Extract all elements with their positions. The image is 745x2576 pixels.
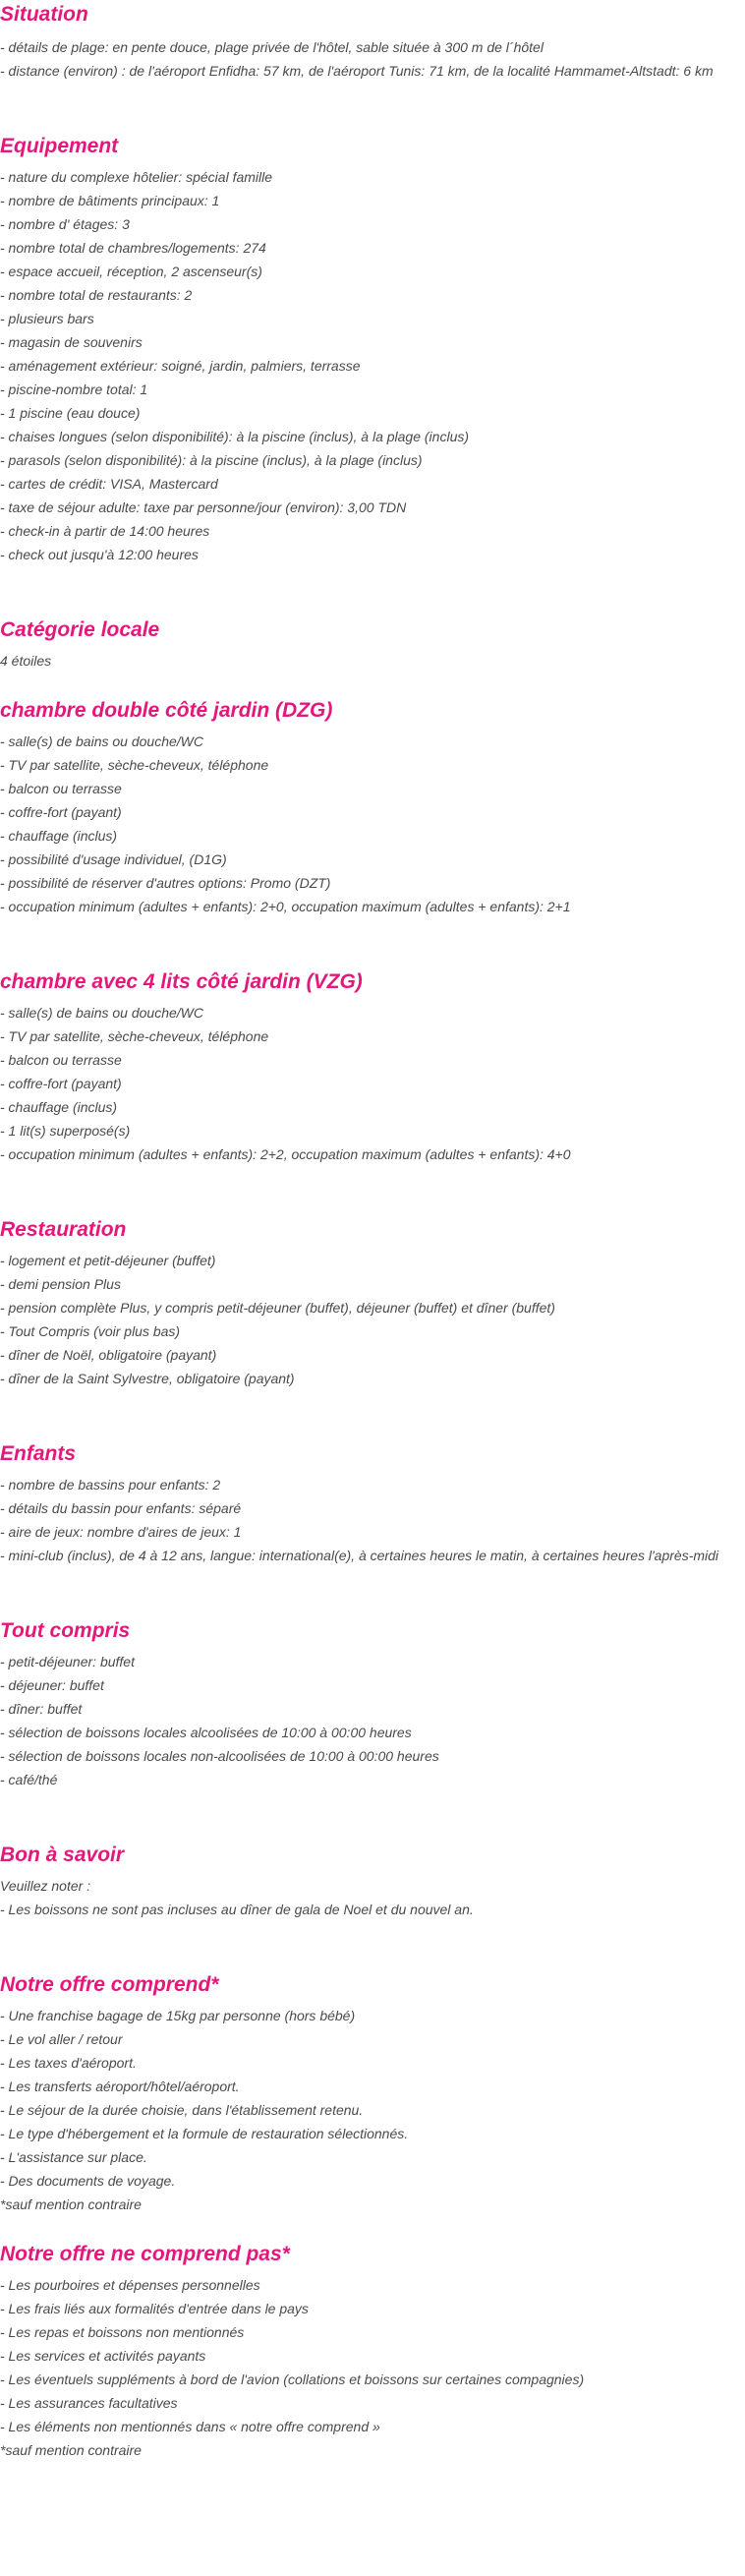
list-item: - Le séjour de la durée choisie, dans l'établissement retenu.: [0, 2102, 364, 2118]
list-item: - parasols (selon disponibilité): à la piscine (inclus), à la plage (inclus): [0, 452, 423, 468]
section-title: Catégorie locale: [0, 618, 160, 641]
section-bon-a-savoir: [0, 1841, 745, 1921]
list-item: Veuillez noter :: [0, 1878, 91, 1894]
list-item: - espace accueil, réception, 2 ascenseur(s): [0, 263, 262, 279]
list-item: - TV par satellite, sèche-cheveux, téléphone: [0, 757, 269, 773]
list-item: 4 étoiles: [0, 653, 52, 669]
list-item: - chauffage (inclus): [0, 828, 118, 844]
section-room-vzg: [0, 967, 745, 1166]
list-item: - Les pourboires et dépenses personnelles: [0, 2277, 260, 2293]
section-lines: [0, 1001, 745, 1166]
list-item: - nombre total de restaurants: 2: [0, 287, 193, 303]
list-item: - demi pension Plus: [0, 1276, 121, 1292]
list-item: - Les frais liés aux formalités d'entrée dans le pays: [0, 2301, 309, 2316]
section-room-dzg: [0, 696, 745, 918]
list-item: - magasin de souvenirs: [0, 334, 143, 350]
footnote: *sauf mention contraire: [0, 2442, 142, 2458]
section-title: Notre offre ne comprend pas*: [0, 2243, 290, 2265]
section-title: Bon à savoir: [0, 1844, 125, 1866]
list-item: - distance (environ) : de l'aéroport Enfidha: 57 km, de l'aéroport Tunis: 71 km, de la localité Hammamet-Altstadt: 6 km: [0, 63, 714, 79]
list-item: - nature du complexe hôtelier: spécial famille: [0, 169, 273, 185]
section-restauration: [0, 1215, 745, 1390]
list-item: - occupation minimum (adultes + enfants): 2+0, occupation maximum (adultes + enfants): 2+1: [0, 899, 571, 914]
list-item: - dîner de Noël, obligatoire (payant): [0, 1347, 217, 1363]
section-lines: [0, 165, 745, 566]
list-item: - aménagement extérieur: soigné, jardin, palmiers, terrasse: [0, 358, 361, 374]
section-lines: [0, 1650, 745, 1791]
section-title: Tout compris: [0, 1619, 131, 1642]
list-item: - taxe de séjour adulte: taxe par personne/jour (environ): 3,00 TDN: [0, 499, 407, 515]
list-item: - L'assistance sur place.: [0, 2149, 147, 2165]
list-item: - café/thé: [0, 1772, 58, 1787]
list-item: - sélection de boissons locales non-alcoolisées de 10:00 à 00:00 heures: [0, 1748, 439, 1764]
list-item: - Les repas et boissons non mentionnés: [0, 2324, 245, 2340]
footnote: *sauf mention contraire: [0, 2196, 142, 2212]
list-item: - plusieurs bars: [0, 311, 94, 326]
list-item: - possibilité de réserver d'autres options: Promo (DZT): [0, 875, 331, 891]
list-item: - déjeuner: buffet: [0, 1677, 104, 1693]
list-item: - balcon ou terrasse: [0, 781, 122, 796]
section-title: Enfants: [0, 1442, 77, 1465]
list-item: - mini-club (inclus), de 4 à 12 ans, langue: international(e), à certaines heures le matin, à certaines heures l'après-midi: [0, 1548, 719, 1563]
section-lines: [0, 1874, 745, 1921]
list-item: - balcon ou terrasse: [0, 1052, 122, 1068]
list-item: - piscine-nombre total: 1: [0, 381, 148, 397]
section-lines: [0, 1249, 745, 1390]
list-item: - nombre d' étages: 3: [0, 216, 130, 232]
list-item: - Les assurances facultatives: [0, 2395, 178, 2411]
list-item: - 1 piscine (eau douce): [0, 405, 141, 421]
section-lines: [0, 2004, 745, 2216]
list-item: - détails du bassin pour enfants: séparé: [0, 1500, 242, 1516]
section-title: Equipement: [0, 135, 119, 157]
list-item: - salle(s) de bains ou douche/WC: [0, 1005, 203, 1021]
section-title: chambre avec 4 lits côté jardin (VZG): [0, 970, 363, 993]
list-item: - Les éventuels suppléments à bord de l'avion (collations et boissons sur certaines compagnies): [0, 2371, 585, 2387]
list-item: - Une franchise bagage de 15kg par personne (hors bébé): [0, 2008, 356, 2023]
section-lines: [0, 35, 745, 83]
list-item: - coffre-fort (payant): [0, 804, 122, 820]
section-lines: [0, 2273, 745, 2462]
list-item: - Tout Compris (voir plus bas): [0, 1323, 181, 1339]
list-item: - pension complète Plus, y compris petit-déjeuner (buffet), déjeuner (buffet) et dîner (buffet): [0, 1300, 555, 1316]
list-item: - détails de plage: en pente douce, plage privée de l'hôtel, sable située à 300 m de l´hôtel: [0, 39, 544, 55]
list-item: - check-in à partir de 14:00 heures: [0, 523, 210, 539]
section-title: Notre offre comprend*: [0, 1973, 219, 1996]
list-item: - sélection de boissons locales alcoolisées de 10:00 à 00:00 heures: [0, 1725, 412, 1740]
list-item: - petit-déjeuner: buffet: [0, 1654, 135, 1669]
list-item: - Les transferts aéroport/hôtel/aéroport.: [0, 2078, 240, 2094]
list-item: - Les boissons ne sont pas incluses au dîner de gala de Noel et du nouvel an.: [0, 1902, 474, 1917]
list-item: - TV par satellite, sèche-cheveux, téléphone: [0, 1028, 269, 1044]
section-title: chambre double côté jardin (DZG): [0, 699, 333, 722]
list-item: - logement et petit-déjeuner (buffet): [0, 1253, 216, 1268]
section-equipement: [0, 132, 745, 566]
list-item: - chaises longues (selon disponibilité): à la piscine (inclus), à la plage (inclus): [0, 429, 470, 444]
list-item: - 1 lit(s) superposé(s): [0, 1123, 131, 1139]
list-item: - Le type d'hébergement et la formule de restauration sélectionnés.: [0, 2126, 409, 2141]
list-item: - cartes de crédit: VISA, Mastercard: [0, 476, 218, 492]
list-item: - Les taxes d'aéroport.: [0, 2055, 137, 2071]
list-item: - salle(s) de bains ou douche/WC: [0, 733, 203, 749]
list-item: - possibilité d'usage individuel, (D1G): [0, 851, 227, 867]
list-item: - Les services et activités payants: [0, 2348, 206, 2364]
list-item: - coffre-fort (payant): [0, 1076, 122, 1091]
list-item: - nombre de bassins pour enfants: 2: [0, 1477, 221, 1493]
list-item: - chauffage (inclus): [0, 1099, 118, 1115]
section-title: Situation: [0, 3, 88, 26]
section-situation: [0, 0, 745, 83]
list-item: - Des documents de voyage.: [0, 2173, 176, 2189]
list-item: - occupation minimum (adultes + enfants): 2+2, occupation maximum (adultes + enfants): 4+0: [0, 1146, 571, 1162]
section-categorie-locale: [0, 615, 745, 673]
list-item: - Le vol aller / retour: [0, 2031, 123, 2047]
list-item: - dîner: buffet: [0, 1701, 83, 1717]
list-item: - aire de jeux: nombre d'aires de jeux: 1: [0, 1524, 242, 1540]
section-offre-comprend: [0, 1970, 745, 2216]
section-offre-ne-comprend-pas: [0, 2240, 745, 2462]
list-item: - nombre total de chambres/logements: 274: [0, 240, 266, 256]
section-lines: [0, 1473, 745, 1567]
list-item: - check out jusqu'à 12:00 heures: [0, 547, 199, 562]
section-tout-compris: [0, 1616, 745, 1791]
list-item: - nombre de bâtiments principaux: 1: [0, 193, 220, 208]
section-enfants: [0, 1439, 745, 1567]
list-item: - dîner de la Saint Sylvestre, obligatoire (payant): [0, 1371, 295, 1386]
section-lines: [0, 649, 745, 673]
section-lines: [0, 730, 745, 918]
section-title: Restauration: [0, 1218, 127, 1241]
list-item: - Les éléments non mentionnés dans « notre offre comprend »: [0, 2419, 380, 2434]
